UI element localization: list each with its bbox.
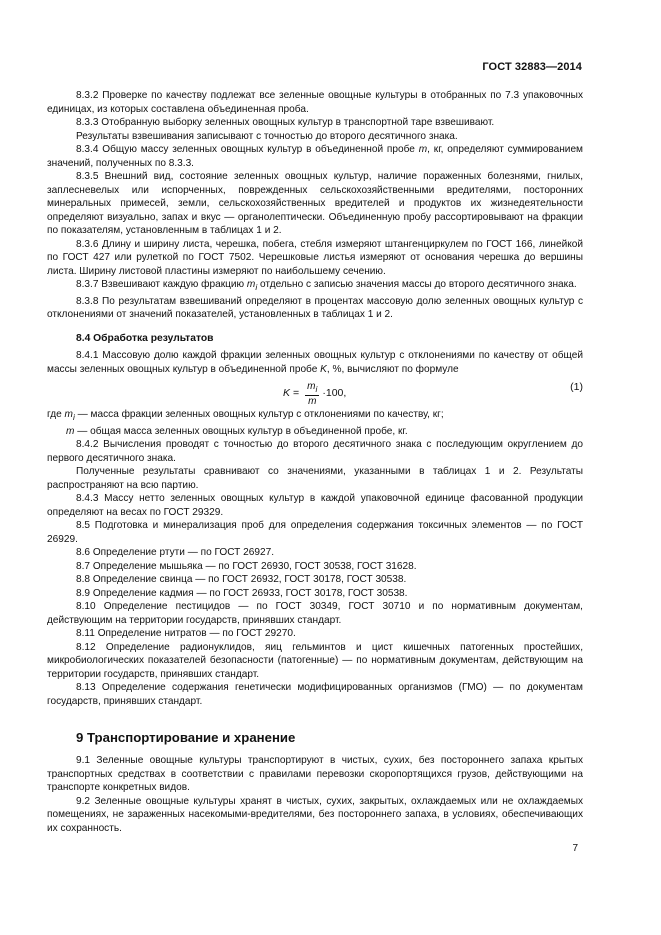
document-body (47, 89, 583, 835)
numerator-sub: i (315, 384, 318, 395)
paragraph-8-3-4 (47, 143, 583, 170)
where-line-mi (47, 408, 583, 425)
text: , %, вычисляют по формуле (326, 363, 459, 375)
text: , кг, определяют суммированием значений, полученных по 8.3.3. (47, 144, 583, 169)
paragraph-9-2: 9.2 Зеленные овощные культуры хранят в чистых, сухих, закрытых, охлаждаемых или не охлаждаемых помещениях, не зараженных насекомыми-вредителями, без постороннего запаха, в условиях, обеспечивающих их сохранность. (47, 795, 583, 834)
formula-lhs: K (283, 387, 291, 400)
formula-tail: ·100, (322, 387, 347, 400)
paragraph-8-13: 8.13 Определение содержания генетически модифицированных организмов (ГМО) — по документам государств, принявших стандарт. (47, 682, 583, 707)
text: 8.4.1 Массовую долю каждой фракции зеленных овощных культур с отклонениями по качеству от общей массы зеленных овощных культур в объединенной пробе (47, 350, 583, 375)
document-code: ГОСТ 32883—2014 (482, 61, 582, 73)
paragraph-8-7: 8.7 Определение мышьяка — по ГОСТ 26930, ГОСТ 30538, ГОСТ 31628. (76, 560, 417, 572)
text: — масса фракции зеленных овощных культур с отклонениями по качеству, кг; (74, 409, 444, 421)
formula (283, 381, 346, 407)
variable-m: m (418, 144, 428, 155)
paragraph-8-4-1 (47, 349, 583, 376)
paragraph-8-5: 8.5 Подготовка и минерализация проб для определения содержания токсичных элементов — по ГОСТ 26929. (47, 520, 583, 545)
formula-block (47, 378, 583, 408)
section-title-9: 9 Транспортирование и хранение (76, 730, 296, 746)
text: 8.3.4 Общую массу зеленных овощных культур в объединенной пробе (76, 144, 419, 155)
paragraph-8-4-3: 8.4.3 Массу нетто зеленных овощных культур в каждой упаковочной единице фасованной продукции определяют на весах по ГОСТ 29329. (47, 493, 583, 518)
paragraph-9-1: 9.1 Зеленные овощные культуры транспортируют в чистых, сухих, без постороннего запаха крытых транспортных средствах в соответствии с правилами перевозки скоропортящихся грузов, действующими на транспорте конкретных видов. (47, 755, 583, 794)
paragraph-8-3-8: 8.3.8 По результатам взвешиваний определяют в процентах массовую долю зеленных овощных культур с отклонениями от значений показателей, установленных в таблицах 1 и 2. (47, 295, 583, 321)
variable-m: m (64, 409, 73, 421)
paragraph-8-10: 8.10 Определение пестицидов — по ГОСТ 30349, ГОСТ 30710 и по нормативным документам, действующим на территории государств, принявших стандарт. (47, 601, 583, 626)
formula-numerator (305, 381, 319, 396)
subscript-i: i (255, 282, 258, 293)
variable-m: m (66, 425, 75, 437)
paragraph-8-4-2-results: Полученные результаты сравнивают со значениями, указанными в таблицах 1 и 2. Результаты распространяют на всю партию. (47, 466, 583, 491)
formula-equals: = (293, 387, 300, 400)
page-number: 7 (572, 843, 578, 854)
subscript-i: i (72, 412, 75, 423)
paragraph-8-11: 8.11 Определение нитратов — по ГОСТ 29270. (76, 628, 296, 640)
paragraph-8-9: 8.9 Определение кадмия — по ГОСТ 26933, ГОСТ 30178, ГОСТ 30538. (76, 587, 408, 599)
variable-k: K (320, 363, 327, 375)
formula-number: (1) (570, 381, 583, 394)
paragraph-8-3-3-results: Результаты взвешивания записывают с точностью до второго десятичного знака. (76, 130, 458, 142)
paragraph-8-3-3: 8.3.3 Отобранную выборку зеленных овощных культур в транспортной таре взвешивают. (76, 117, 495, 128)
section-title-8-4: 8.4 Обработка результатов (76, 332, 214, 344)
paragraph-8-3-6: 8.3.6 Длину и ширину листа, черешка, побега, стебля измеряют штангенциркулем по ГОСТ 166, линейкой по ГОСТ 427 или рулеткой по ГОСТ 7502. Черешковые листья измеряют от основания черешка до вершины листа. Ширину листовой пластины измеряют по наибольшему сечению. (47, 238, 583, 277)
variable-m: m (246, 279, 256, 290)
paragraph-8-3-5: 8.3.5 Внешний вид, состояние зеленных овощных культур, наличие пораженных болезнями, гнилых, заплесневелых или испорченных, поврежденных сельскохозяйственными вредителями, посторонних минеральных примесей, земли, сельскохозяйственных вредителей и продуктов их жизнедеятельности определяют визуально, запах и вкус — органолептически. Объединенную пробу рассортировывают на фракции по показателям, установленным в таблицах 1 и 2. (47, 171, 583, 236)
paragraph-8-3-2: 8.3.2 Проверке по качеству подлежат все зеленные овощные культуры в отобранных по 7.3 упаковочных единицах, из которых составлена объединенная проба. (47, 90, 583, 115)
text: — общая масса зеленных овощных культур в объединенной пробе, кг. (74, 425, 408, 437)
text: отдельно с записью значения массы до второго десятичного знака. (257, 279, 577, 290)
paragraph-8-4-2: 8.4.2 Вычисления проводят с точностью до второго десятичного знака с последующим округлением до первого десятичного знака. (47, 439, 583, 464)
where-line-m (47, 425, 583, 439)
text: 8.3.7 Взвешивают каждую фракцию (76, 279, 247, 290)
paragraph-8-6: 8.6 Определение ртути — по ГОСТ 26927. (76, 547, 275, 559)
text: где (47, 409, 65, 421)
paragraph-8-8: 8.8 Определение свинца — по ГОСТ 26932, ГОСТ 30178, ГОСТ 30538. (76, 574, 407, 586)
formula-fraction (305, 381, 319, 407)
numerator-var: m (307, 381, 316, 393)
formula-denominator: m (308, 396, 317, 408)
paragraph-8-3-7 (47, 278, 583, 295)
paragraph-8-12: 8.12 Определение радионуклидов, яиц гельминтов и цист кишечных патогенных простейших, микробиологических показателей безопасности (патогенные) — по нормативным документам, действующим на территории государств, принявших стандарт. (47, 641, 583, 680)
